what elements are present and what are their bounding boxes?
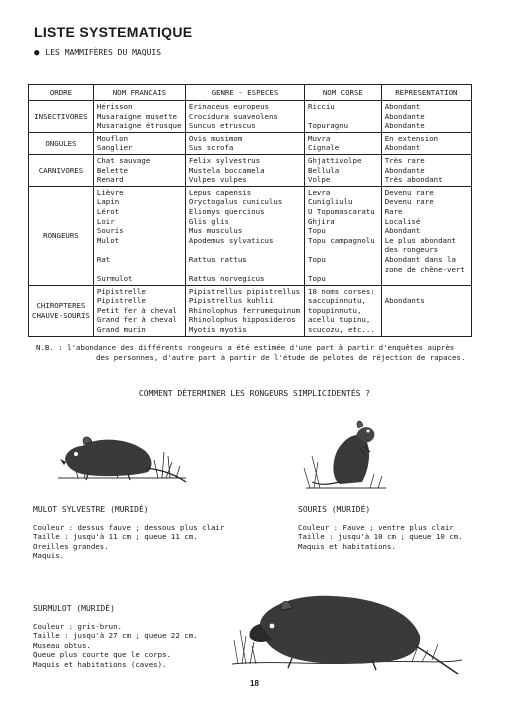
- cell-line: [308, 112, 378, 122]
- cell-line: Mouflon: [96, 133, 129, 143]
- cell-line: Abondant dans la: [384, 254, 456, 264]
- page-number: 18: [250, 679, 259, 688]
- note-line-1: N.B. : l'abondance des différents rongeurs a été estimée d'une part à partir d'enquêtes auprès: [36, 343, 455, 352]
- table-header-row: [29, 85, 472, 101]
- subtitle-text: LES MAMMIFÈRES DU MAQUIS: [45, 48, 162, 57]
- ordre-cell: [29, 285, 94, 336]
- species-description-line: Couleur : dessus fauve ; dessous plus clair: [33, 522, 225, 532]
- header-nom-francais: NOM FRANCAIS: [93, 85, 185, 101]
- souris-illustration: [300, 398, 390, 498]
- cell-line: En extension: [384, 133, 439, 143]
- cell-line: Petit fer à cheval: [96, 305, 177, 315]
- cell-line: Muvra: [308, 133, 331, 143]
- cell-line: Levra: [308, 187, 331, 197]
- representation-cell: [381, 186, 471, 285]
- nom-francais-cell: [93, 285, 185, 336]
- cell-line: Lepus capensis: [188, 187, 252, 197]
- cell-line: Abondant: [384, 143, 421, 153]
- cell-line: RONGEURS: [43, 230, 79, 240]
- cell-line: Grand fer à cheval: [96, 315, 177, 325]
- cell-line: Cignale: [308, 143, 340, 153]
- genre-especes-cell: [185, 285, 304, 336]
- table-row: [29, 285, 472, 336]
- systematic-list-table: [28, 84, 472, 337]
- cell-line: Grand murin: [96, 325, 146, 335]
- nom-corse-cell: [305, 154, 382, 186]
- cell-line: [308, 265, 378, 275]
- species-description-line: Maquis et habitations.: [298, 541, 396, 551]
- cell-line: Cunigliulu: [308, 197, 353, 207]
- cell-line: [97, 245, 182, 255]
- cell-line: 18 noms corses:: [308, 286, 375, 296]
- cell-line: Topu: [308, 274, 326, 284]
- nom-francais-cell: [93, 101, 185, 133]
- cell-line: Abondante: [384, 121, 425, 131]
- cell-line: Pipistrelle: [96, 296, 146, 306]
- cell-line: Abondants: [384, 296, 425, 306]
- cell-line: Vulpes vulpes: [188, 175, 247, 185]
- note-block: [36, 343, 476, 363]
- species-description-line: Queue plus courte que le corps.: [33, 650, 171, 660]
- species-name: SURMULOT (MURIDÉ): [33, 604, 115, 613]
- representation-cell: [381, 285, 471, 336]
- cell-line: Pipistrellus pipistrellus: [188, 286, 301, 296]
- cell-line: Belette: [96, 165, 129, 175]
- cell-line: U Topumascaratu: [308, 206, 375, 216]
- cell-line: Rhinolophus hipposideros: [188, 315, 296, 325]
- cell-line: Ovis musimom: [188, 133, 243, 143]
- nom-corse-cell: [305, 132, 382, 154]
- page-title: LISTE SYSTEMATIQUE: [34, 24, 193, 40]
- header-nom-corse: NOM CORSE: [305, 85, 382, 101]
- cell-line: Mulot: [96, 235, 120, 245]
- cell-line: Loir: [96, 216, 115, 226]
- cell-line: [189, 245, 301, 255]
- species-description-line: Taille : jusqu'à 11 cm ; queue 11 cm.: [33, 532, 198, 542]
- cell-line: [308, 245, 378, 255]
- cell-line: Volpe: [308, 175, 331, 185]
- cell-line: Eliomys quercinus: [188, 206, 265, 216]
- nom-francais-cell: [93, 186, 185, 285]
- page-subtitle: [34, 48, 161, 58]
- representation-cell: [381, 154, 471, 186]
- cell-line: Pipistrellus kuhlii: [188, 296, 274, 306]
- cell-line: scucozu, etc...: [308, 325, 375, 335]
- cell-line: [385, 274, 468, 284]
- ordre-cell: [29, 101, 94, 133]
- note-line-2: des personnes, d'autre part à partir de l'étude de pelotes de réjection de rapaces.: [96, 353, 466, 362]
- cell-line: INSECTIVORES: [34, 111, 88, 121]
- table-row: [29, 186, 472, 285]
- representation-cell: [381, 132, 471, 154]
- species-description-line: Maquis et habitations (caves).: [33, 659, 167, 669]
- cell-line: Topuragnu: [308, 121, 349, 131]
- cell-line: CHIROPTERES: [36, 301, 86, 311]
- cell-line: Abondante: [384, 111, 425, 121]
- ordre-cell: [29, 186, 94, 285]
- cell-line: Très abondant: [384, 175, 443, 185]
- nom-corse-cell: [305, 186, 382, 285]
- ordre-cell: [29, 154, 94, 186]
- genre-especes-cell: [185, 154, 304, 186]
- genre-especes-cell: [185, 186, 304, 285]
- header-representation: REPRESENTATION: [381, 85, 471, 101]
- cell-line: Hérisson: [96, 102, 133, 111]
- cell-line: ONGULES: [45, 138, 77, 148]
- nom-corse-cell: [305, 101, 382, 133]
- cell-line: Topu: [308, 254, 326, 264]
- cell-line: Topu: [308, 226, 326, 236]
- cell-line: Abondant: [384, 102, 421, 111]
- section-question: COMMENT DÉTERMINER LES RONGEURS SIMPLICIDENTÉS ?: [138, 389, 371, 398]
- cell-line: Lièvre: [96, 187, 124, 197]
- cell-line: Felix sylvestrus: [188, 155, 261, 165]
- cell-line: Chat sauvage: [96, 155, 151, 165]
- mulot-illustration: [58, 412, 188, 492]
- cell-line: Mustela boccamela: [188, 165, 265, 175]
- cell-line: saccupinnutu,: [308, 296, 366, 306]
- cell-line: Rattus norvegicus: [188, 274, 265, 284]
- cell-line: Glis glis: [188, 216, 229, 226]
- cell-line: Localisé: [384, 216, 421, 226]
- cell-line: Rare: [384, 206, 403, 216]
- header-ordre: ORDRE: [29, 85, 94, 101]
- cell-line: Rhinolophus ferrumequinum: [188, 305, 301, 315]
- cell-line: Lérot: [96, 206, 120, 216]
- cell-line: Pipistrelle: [96, 286, 146, 296]
- species-description-line: Couleur : Fauve ; ventre plus clair: [298, 522, 454, 532]
- nom-corse-cell: [305, 285, 382, 336]
- cell-line: Devenu rare: [384, 187, 434, 197]
- bullet-icon: ●: [34, 48, 40, 58]
- cell-line: Topu campagnolu: [308, 235, 375, 245]
- cell-line: Musaraigne musette: [96, 111, 177, 121]
- cell-line: Surmulot: [96, 274, 133, 284]
- header-genre-especes: GENRE - ESPECES: [185, 85, 304, 101]
- species-name: MULOT SYLVESTRE (MURIDÉ): [33, 505, 149, 514]
- cell-line: Ghjira: [308, 216, 335, 226]
- cell-line: [385, 287, 468, 297]
- cell-line: acellu tupinu,: [308, 315, 371, 325]
- cell-line: Abondante: [384, 165, 425, 175]
- cell-line: Suncus etruscus: [188, 121, 256, 131]
- cell-line: Devenu rare: [384, 197, 434, 207]
- cell-line: Crocidura suaveolens: [188, 111, 278, 121]
- species-description-line: Oreilles grandes.: [33, 541, 109, 551]
- cell-line: CARNIVORES: [38, 165, 84, 175]
- cell-line: zone de chêne-vert: [384, 264, 465, 274]
- species-description-line: Taille : jusqu'à 27 cm ; queue 22 cm.: [33, 631, 198, 641]
- cell-line: Mus musculus: [188, 226, 243, 236]
- species-description-line: Maquis.: [33, 551, 65, 561]
- cell-line: des rongeurs: [384, 245, 439, 255]
- cell-line: [97, 265, 182, 275]
- species-surmulot: [33, 604, 198, 670]
- cell-line: CHAUVE-SOURIS: [32, 310, 90, 320]
- cell-line: Apodemus sylvaticus: [188, 235, 274, 245]
- species-name: SOURIS (MURIDÉ): [298, 505, 371, 514]
- species-description-line: Couleur : gris-brun.: [33, 621, 122, 631]
- table-row: [29, 132, 472, 154]
- cell-line: Oryctogalus cuniculus: [188, 197, 283, 207]
- genre-especes-cell: [185, 132, 304, 154]
- cell-line: Erinaceus europeus: [188, 102, 269, 111]
- surmulot-illustration: [232, 580, 462, 680]
- cell-line: Ricciu: [308, 102, 335, 111]
- cell-line: Sanglier: [96, 143, 133, 153]
- cell-line: topupinnutu,: [308, 305, 362, 315]
- species-souris: [298, 505, 463, 551]
- table-row: [29, 101, 472, 133]
- cell-line: Renard: [96, 175, 124, 185]
- species-description-line: Taille : jusqu'à 10 cm ; queue 10 cm.: [298, 532, 463, 542]
- species-mulot: [33, 505, 224, 561]
- representation-cell: [381, 101, 471, 133]
- cell-line: Myotis myotis: [188, 325, 247, 335]
- cell-line: Musaraigne étrusque: [96, 121, 182, 131]
- nom-francais-cell: [93, 132, 185, 154]
- cell-line: Abondant: [384, 226, 421, 236]
- species-description-line: Museau obtus.: [33, 640, 91, 650]
- genre-especes-cell: [185, 101, 304, 133]
- cell-line: Ghjattivolpe: [308, 155, 362, 165]
- cell-line: Souris: [96, 226, 124, 236]
- cell-line: Rat: [96, 254, 111, 264]
- ordre-cell: [29, 132, 94, 154]
- cell-line: [189, 265, 301, 275]
- cell-line: Très rare: [384, 155, 425, 165]
- cell-line: Le plus abondant: [384, 235, 456, 245]
- cell-line: Rattus rattus: [188, 254, 247, 264]
- table-row: [29, 154, 472, 186]
- nom-francais-cell: [93, 154, 185, 186]
- cell-line: Sus scrofa: [188, 143, 234, 153]
- cell-line: Bellula: [308, 165, 340, 175]
- cell-line: Lapin: [96, 197, 120, 207]
